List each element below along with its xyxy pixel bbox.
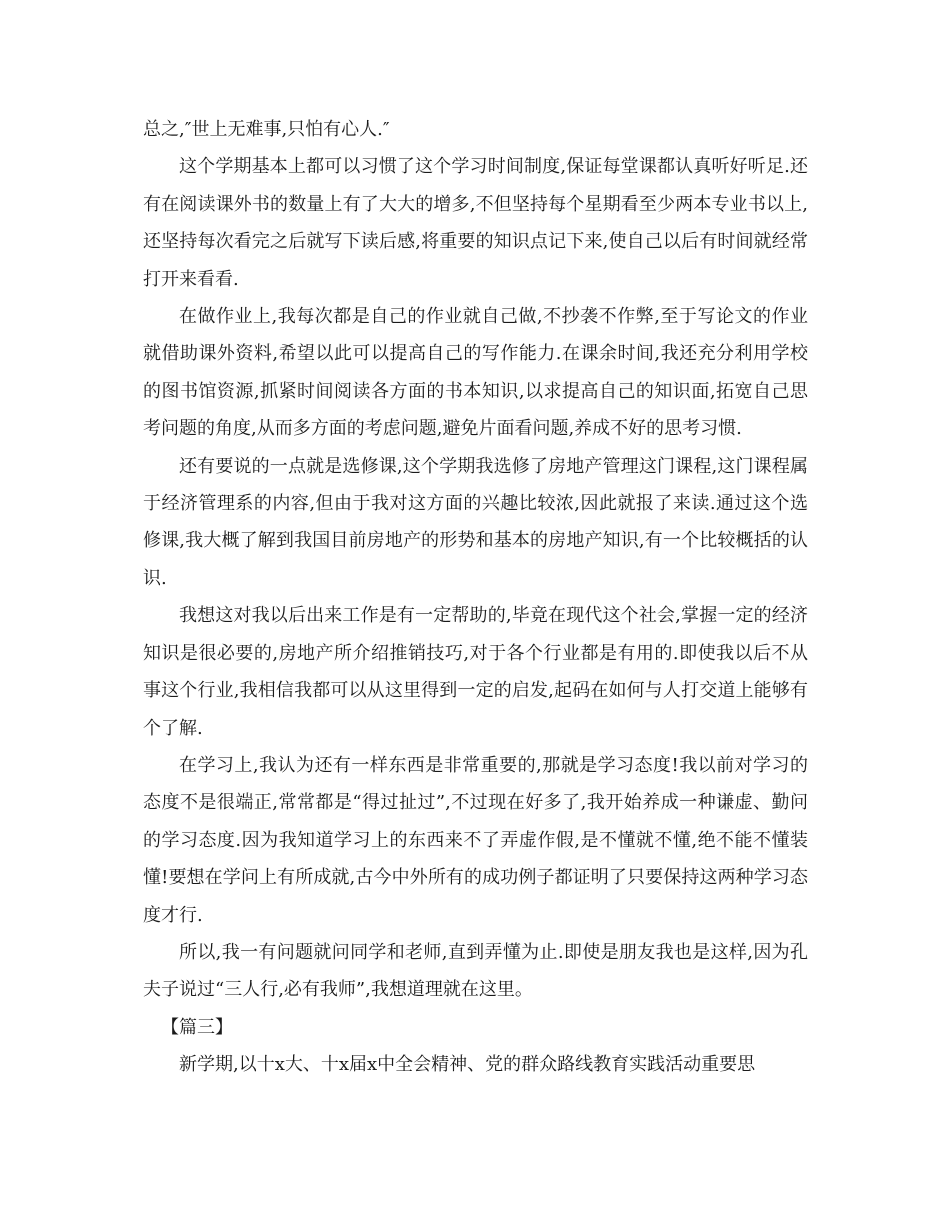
paragraph-homework: 在做作业上,我每次都是自己的作业就自己做,不抄袭不作弊,至于写论文的作业就借助课外资料,希望以此可以提高自己的写作能力.在课余时间,我还充分利用学校的图书馆资源,抓紧时间阅读各方面的书本知识,以求提高自己的知识面,拓宽自己思考问题的角度,从而多方面的考虑问题,避免片面看问题,养成不好的思考习惯. — [143, 306, 808, 440]
paragraph-new-semester: 新学期,以十x大、十x届x中全会精神、党的群众路线教育实践活动重要思 — [179, 1054, 756, 1076]
paragraph-elective-course: 还有要说的一点就是选修课,这个学期我选修了房地产管理这门课程,这门课程属于经济管理系的内容,但由于我对这方面的兴趣比较浓,因此就报了来读.通过这个选修课,我大概了解到我国目前房地产的形势和基本的房地产知识,有一个比较概括的认识. — [143, 455, 808, 589]
paragraph-study-attitude: 在学习上,我认为还有一样东西是非常重要的,那就是学习态度!我以前对学习的态度不是很端正,常常都是“得过扯过”,不过现在好多了,我开始养成一种谦虚、勤问的学习态度.因为我知道学习上的东西来不了弄虚作假,是不懂就不懂,绝不能不懂装懂!要想在学问上有所成就,古今中外所有的成功例子都证明了只要保持这两种学习态度才行. — [143, 754, 808, 926]
section-heading: 【篇三】 — [161, 1016, 233, 1038]
paragraph-study-schedule: 这个学期基本上都可以习惯了这个学习时间制度,保证每堂课都认真听好听足.还有在阅读课外书的数量上有了大大的增多,不但坚持每个星期看至少两本专业书以上,还坚持每次看完之后就写下读后感,将重要的知识点记下来,使自己以后有时间就经常打开来看看. — [143, 156, 808, 290]
paragraph-conclusion: 总之,″世上无难事,只怕有心人.″ — [143, 119, 390, 140]
document-body — [143, 111, 808, 1084]
paragraph-future-work: 我想这对我以后出来工作是有一定帮助的,毕竟在现代这个社会,掌握一定的经济知识是很必要的,房地产所介绍推销技巧,对于各个行业都是有用的.即使我以后不从事这个行业,我相信我都可以从这里得到一定的启发,起码在如何与人打交道上能够有个了解. — [143, 605, 808, 739]
paragraph-ask-questions: 所以,我一有问题就问同学和老师,直到弄懂为止.即使是朋友我也是这样,因为孔夫子说过“三人行,必有我师”,我想道理就在这里。 — [143, 941, 808, 1001]
